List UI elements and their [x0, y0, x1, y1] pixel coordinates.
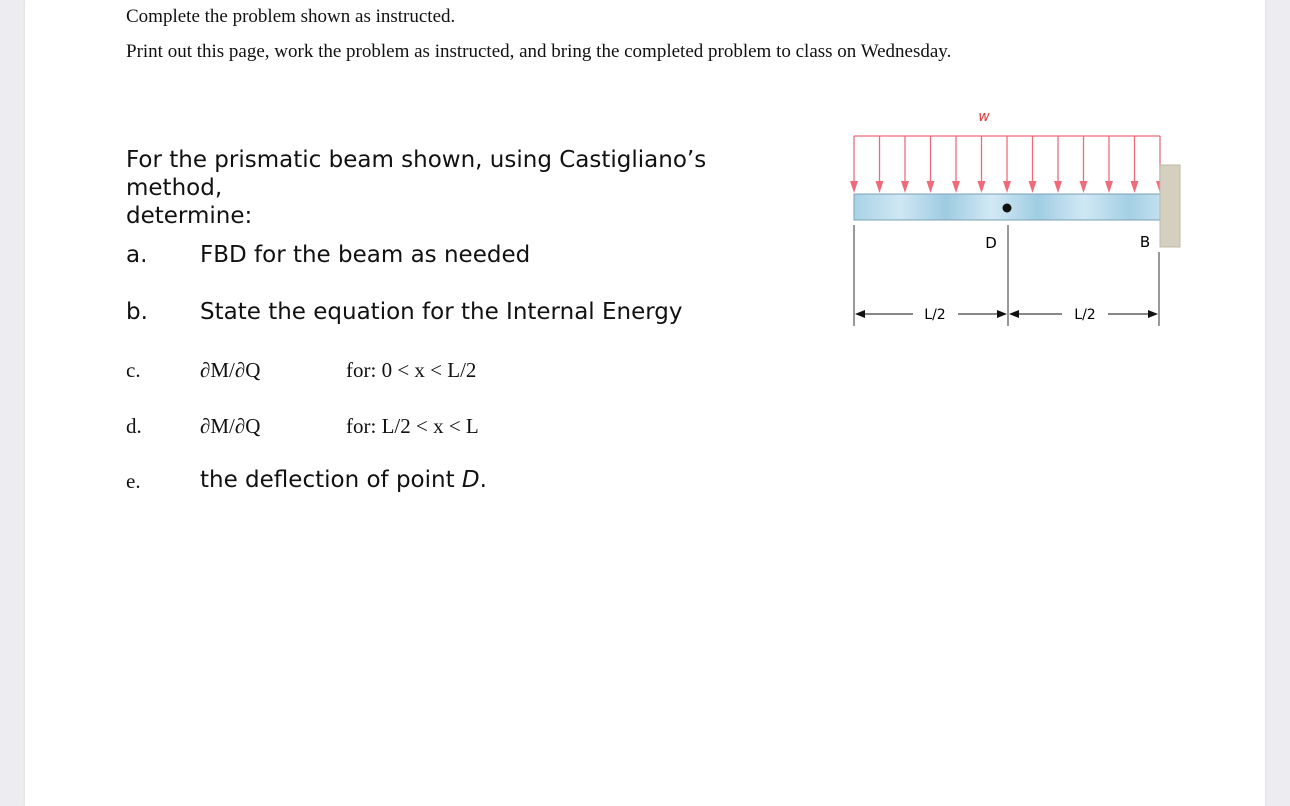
item-text: FBD for the beam as needed	[200, 242, 531, 268]
load-label: w	[978, 109, 990, 125]
load-arrow-head	[876, 181, 884, 193]
item-text-after: .	[479, 467, 487, 493]
dim-label-right: L/2	[1074, 307, 1096, 323]
prompt-line-2: method,	[126, 175, 223, 201]
item-letter: e.	[126, 469, 141, 493]
document-page	[25, 0, 1265, 806]
point-d-label: D	[985, 234, 997, 252]
item-condition: for: 0 < x < L/2	[346, 358, 477, 382]
dim-label-left: L/2	[924, 307, 946, 323]
item-letter: d.	[126, 414, 142, 438]
load-arrow-head	[901, 181, 909, 193]
load-arrow-head	[1054, 181, 1062, 193]
prompt-line-3: determine:	[126, 203, 253, 229]
point-d-italic: D	[461, 467, 480, 493]
load-arrow-head	[952, 181, 960, 193]
load-arrow-head	[927, 181, 935, 193]
item-letter: c.	[126, 358, 141, 382]
load-arrow-head	[850, 181, 858, 193]
load-arrow-head	[1029, 181, 1037, 193]
item-partial-derivative: ∂M/∂Q	[200, 414, 261, 438]
instruction-line-2: Print out this page, work the problem as instructed, and bring the completed problem to class on Wednesday.	[126, 41, 952, 62]
instruction-line-1: Complete the problem shown as instructed.	[126, 6, 456, 27]
fixed-support-wall	[1160, 165, 1180, 247]
item-letter: b.	[126, 299, 148, 325]
item-text	[200, 467, 487, 493]
point-b-label: B	[1139, 233, 1151, 251]
prompt-line-1: For the prismatic beam shown, using Castigliano’s	[126, 147, 707, 173]
load-arrow-head	[978, 181, 986, 193]
problem-prompt	[126, 146, 766, 230]
load-arrow-head	[1080, 181, 1088, 193]
load-arrow-head	[1131, 181, 1139, 193]
load-arrow-head	[1105, 181, 1113, 193]
item-partial-derivative: ∂M/∂Q	[200, 358, 261, 382]
load-arrow-head	[1003, 181, 1011, 193]
item-condition: for: L/2 < x < L	[346, 414, 479, 438]
item-letter: a.	[126, 242, 148, 268]
point-d-marker	[1003, 204, 1012, 213]
item-text: State the equation for the Internal Energy	[200, 299, 683, 325]
distributed-load	[850, 136, 1164, 193]
item-text-before: the deflection of point	[200, 467, 462, 493]
beam-diagram	[825, 100, 1195, 340]
